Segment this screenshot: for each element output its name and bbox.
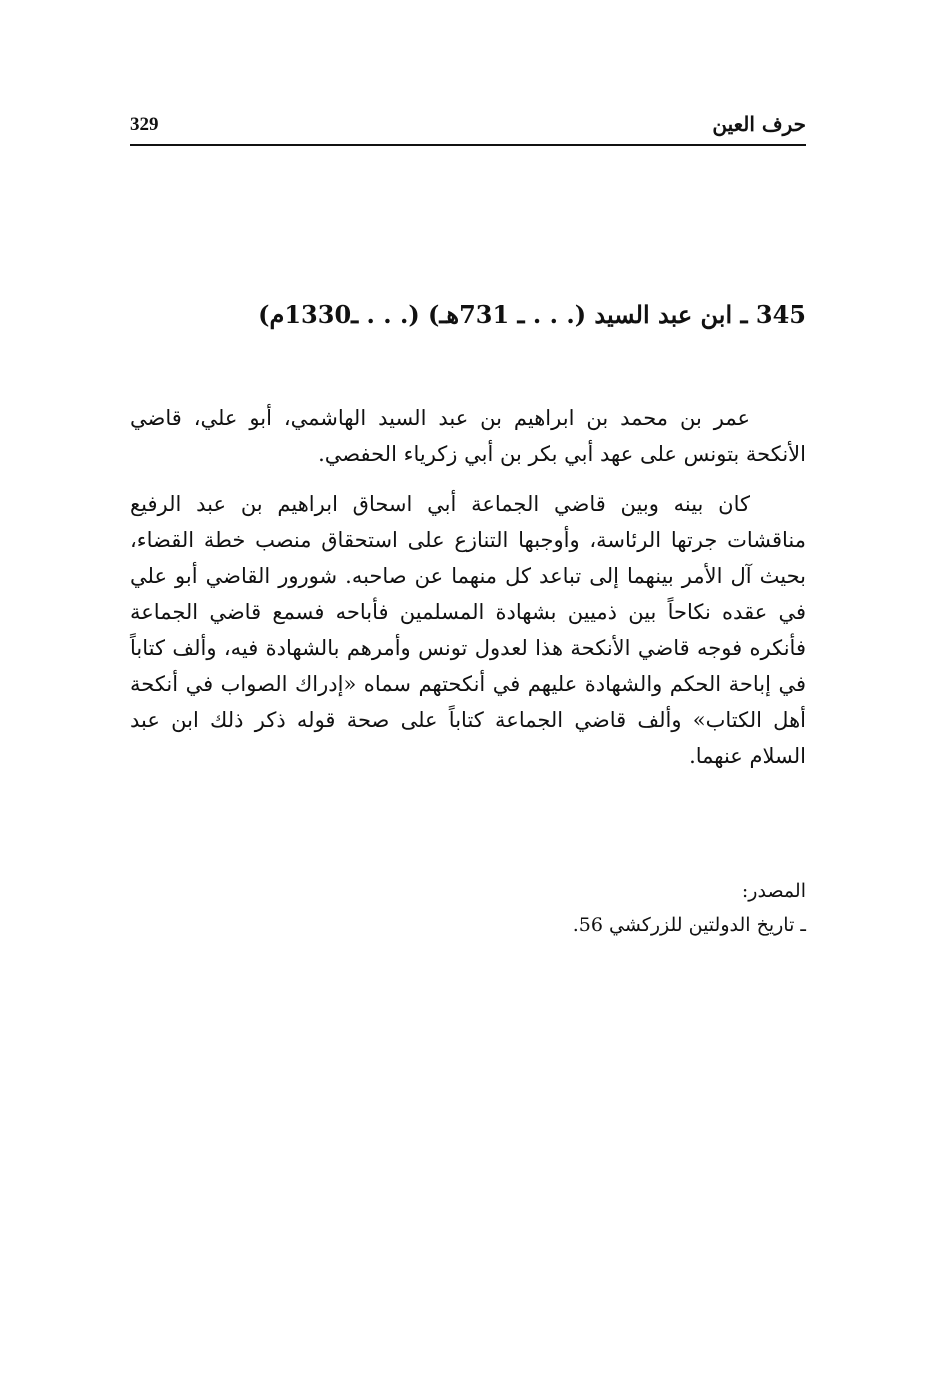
running-header (130, 108, 806, 146)
source-label: المصدر: (741, 880, 806, 902)
entry-title: 345 ـ ابن عبد السيد (. . . ـ 731هـ) (. . . ـ1330م) (258, 300, 806, 329)
body-paragraph-1: عمر بن محمد بن ابراهيم بن عبد السيد الهاشمي، أبو علي، قاضي الأنكحة بتونس على عهد أبي بكر بن أبي زكرياء الحفصي. (130, 406, 806, 466)
source-section (130, 874, 806, 942)
running-header-title: حرف العين (712, 112, 806, 136)
body-paragraph-2: كان بينه وبين قاضي الجماعة أبي اسحاق ابراهيم بن عبد الرفيع مناقشات جرتها الرئاسة، وأوجبها التنازع على استحقاق منصب خطة القضاء، بحيث آل الأمر بينهما إلى تباعد كل منهما عن صاحبه. شورور القاضي أبو علي في عقده نكاحاً بين ذميين بشهادة المسلمين فأباحه فسمع قاضي الجماعة فأنكره فوجه قاضي الأنكحة هذا لعدول تونس وأمرهم بالشهادة فيه، وألف كتاباً في إباحة الحكم والشهادة عليهم في أنكحتهم سماه «إدراك الصواب في أنكحة أهل الكتاب» وألف قاضي الجماعة كتاباً على صحة قوله ذكر ذلك ابن عبد السلام عنهما. (130, 492, 806, 768)
entry-body (130, 400, 806, 788)
page-number: 329 (130, 114, 159, 135)
source-item: ـ تاريخ الدولتين للزركشي 56. (572, 914, 806, 936)
